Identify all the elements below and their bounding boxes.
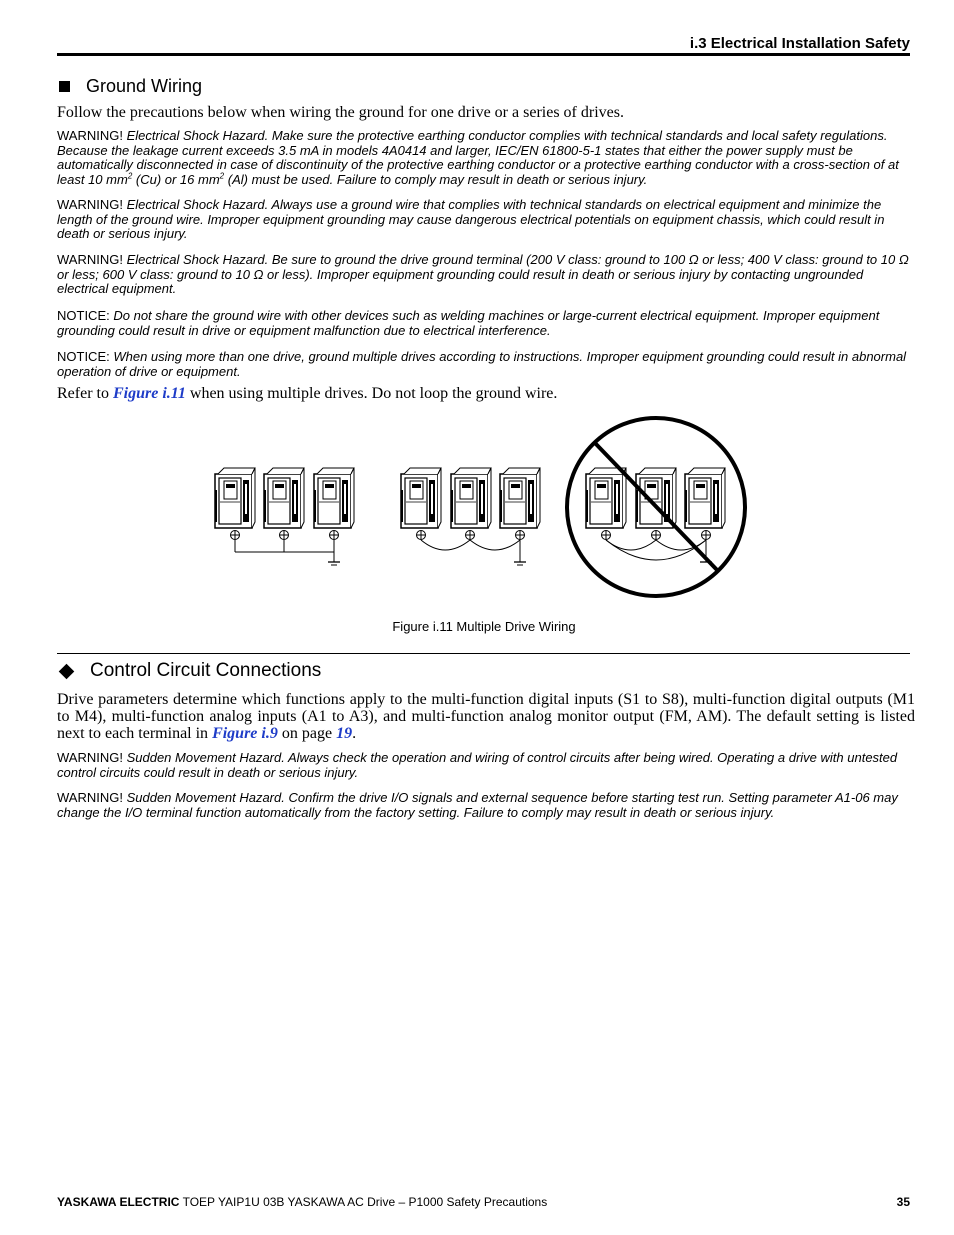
warning-tag: WARNING! (57, 750, 123, 765)
warning-text: Sudden Movement Hazard. Always check the operation and wiring of control circuits after being wired. Operating a drive with untested control circuits could result in death or serious injury. (57, 750, 898, 780)
page-link[interactable]: 19 (336, 725, 353, 742)
notice-text: Do not share the ground wire with other devices such as welding machines or large-current electrical equipment. Improper equipment grounding could result in drive or equipment malfunction due to electrical interference. (57, 308, 880, 338)
correct-wiring-chain (401, 468, 540, 565)
warning-ground-wire (57, 198, 914, 242)
section-heading-ground-wiring (57, 76, 202, 97)
warning-tag: WARNING! (57, 790, 123, 805)
square-bullet-icon (59, 81, 70, 92)
header-rule (57, 53, 910, 56)
header-title: i.3 Electrical Installation Safety (689, 35, 910, 52)
warning-tag: WARNING! (57, 128, 123, 143)
warning-io-signals (57, 791, 914, 820)
warning-text: Electrical Shock Hazard. Always use a ground wire that complies with technical standards on electrical equipment and minimize the length of the ground wire. Improper equipment grounding may cause dangerous electrical potentials on equipment chassis, which could result in death or serious injury. (57, 197, 885, 241)
figure-caption: Figure i.11 Multiple Drive Wiring (392, 619, 576, 634)
warning-ground-terminal (57, 253, 914, 297)
intro-paragraph: Follow the precautions below when wiring the ground for one drive or a series of drives. (57, 104, 624, 121)
warning-tag: WARNING! (57, 197, 123, 212)
control-paragraph: Drive parameters determine which functions apply to the multi-function digital inputs (S1 to S8), multi-function digital outputs (M1 to M4), multi-function analog inputs (A1 to A3), and multi-function analog monitor output (FM, AM). The default setting is listed next to each terminal in Figure i.9 on page 19. (57, 691, 915, 742)
footer-text (57, 1195, 547, 1209)
footer-brand: YASKAWA ELECTRIC (57, 1195, 180, 1209)
notice-multiple-drives (57, 350, 914, 379)
page-number: 35 (896, 1195, 910, 1209)
warning-leakage (57, 129, 914, 187)
warning-untested-circuits (57, 751, 914, 780)
warning-text: Electrical Shock Hazard. Make sure the protective earthing conductor complies with technical standards and local safety regulations. Because the leakage current exceeds 3.5 mA in models 4A0414 and larger, IEC/EN 61800-5-1 states that either the power supply must be automatically disconnected in case of discontinuity of the protective earthing conductor or a protective earthing conductor with a cross-section of at least 10 $mm^2$ (Cu) or 16 $mm^2$ (Al) must be used. Failure to comply may result in death or serious injury. (57, 128, 899, 187)
section-rule (57, 653, 910, 654)
notice-shared-ground (57, 309, 914, 338)
multiple-drive-wiring-figure (200, 410, 760, 610)
correct-wiring-star (215, 468, 354, 565)
prohibited-loop-wiring (567, 418, 745, 596)
notice-text: When using more than one drive, ground multiple drives according to instructions. Improper equipment grounding could result in abnormal operation of drive or equipment. (57, 349, 907, 379)
refer-paragraph: Refer to Figure i.11 when using multiple drives. Do not loop the ground wire. (57, 385, 558, 402)
notice-tag: NOTICE: (57, 308, 110, 323)
warning-text: Electrical Shock Hazard. Be sure to ground the drive ground terminal (200 V class: ground to 100 Ω or less; 400 V class: ground to 10 Ω or less; 600 V class: ground to 10 Ω or less). Improper equipment grounding could result in death or serious injury by contacting ungrounded electrical equipment. (57, 252, 909, 296)
section-heading-control-circuit (57, 660, 321, 682)
warning-tag: WARNING! (57, 252, 123, 267)
diamond-bullet-icon (59, 663, 75, 679)
section-heading-text: Ground Wiring (86, 76, 203, 96)
warning-text: Sudden Movement Hazard. Confirm the drive I/O signals and external sequence before starting test run. Setting parameter A1-06 may change the I/O terminal function automatically from the factory setting. Failure to comply may result in death or serious injury. (57, 790, 898, 820)
section-heading-text: Control Circuit Connections (90, 660, 322, 681)
figure-link[interactable]: Figure i.11 (112, 385, 186, 402)
footer-doc: TOEP YAIP1U 03B YASKAWA AC Drive – P1000 Safety Precautions (179, 1195, 548, 1209)
figure-link[interactable]: Figure i.9 (212, 725, 278, 742)
notice-tag: NOTICE: (57, 349, 110, 364)
